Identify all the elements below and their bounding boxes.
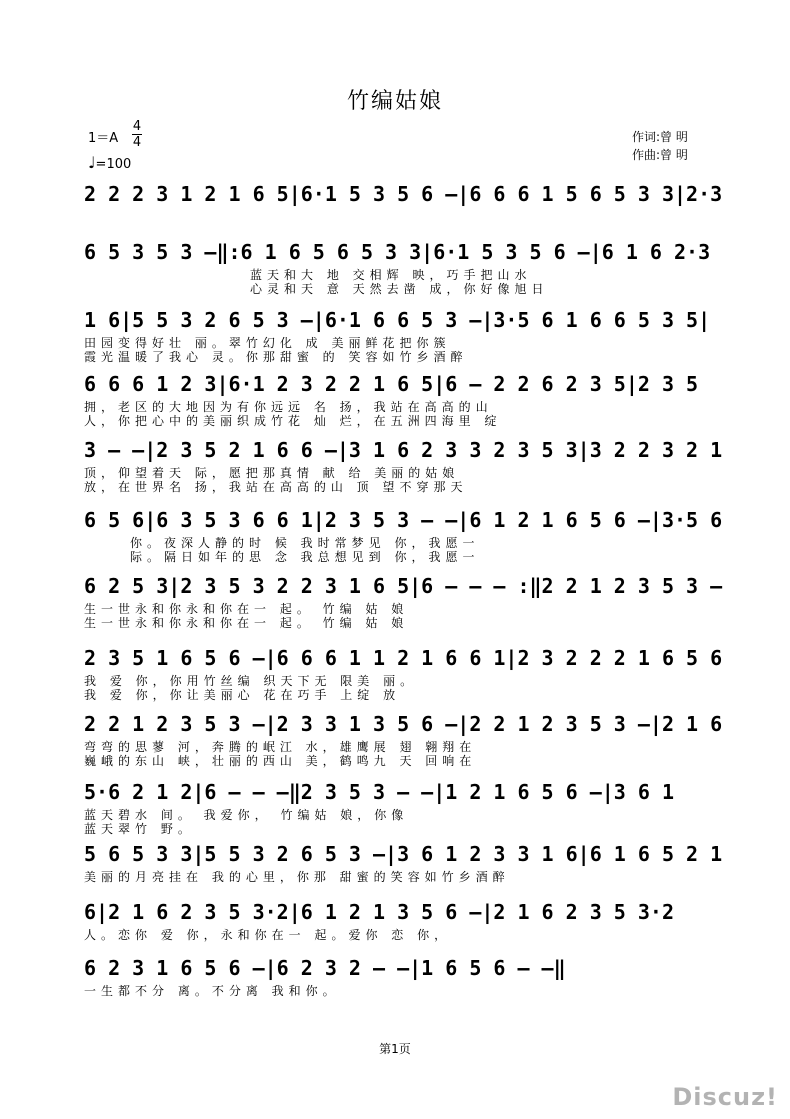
notation-line: 6 6 6 1 2 3|6·1 2 3 2 2 1 6 5|6 – 2 2 6 2 3 5|2 3 5 xyxy=(84,372,699,396)
notation-line: 2 2 2 3 1 2 1 6 5|6·1 5 3 5 6 –|6 6 6 1 5 6 5 3 3|2·3 xyxy=(84,182,723,206)
key-signature: 1＝A xyxy=(88,131,119,146)
lyrics-verse-2: 人，你把心中的美丽织成竹花 灿 烂，在五洲四海里 绽 xyxy=(84,414,502,428)
lyrics-verse-1: 美丽的月亮挂在 我的心里，你那 甜蜜的笑容如竹乡酒醉 xyxy=(84,870,510,884)
lyrics-verse-1: 田园变得好壮 丽。翠竹幻化 成 美丽鲜花把你簇 xyxy=(84,336,451,350)
lyrics-verse-2: 心灵和天 意 天然去凿 成，你好像旭日 xyxy=(250,282,549,296)
lyrics-verse-2: 蓝天翠竹 野。 xyxy=(84,822,195,836)
notation-line: 6 5 6|6 3 5 3 6 6 1|2 3 5 3 – –|6 1 2 1 6 5 6 –|3·5 6 xyxy=(84,508,723,532)
score-system-5 xyxy=(84,436,724,508)
composer: 作曲:曾 明 xyxy=(632,148,688,162)
score-system-6 xyxy=(84,506,724,578)
lyrics-verse-1: 你。夜深人静的时 候 我时常梦见 你，我愿一 xyxy=(130,536,480,550)
meter-top: 4 xyxy=(132,119,142,134)
lyrics-verse-2: 生一世永和你永和你在一 起。 竹编 姑 娘 xyxy=(84,616,409,630)
lyrics-verse-1: 人。恋你 爱 你，永和你在一 起。爱你 恋 你， xyxy=(84,928,452,942)
score-system-8 xyxy=(84,644,724,716)
song-title: 竹编姑娘 xyxy=(346,89,443,114)
notation-line: 5·6 2 1 2|6 – – –‖2 3 5 3 – –|1 2 1 6 5 6 –|3 6 1 xyxy=(84,780,675,804)
notation-line: 2 3 5 1 6 5 6 –|6 6 6 1 1 2 1 6 6 1|2 3 2 2 2 1 6 5 6 xyxy=(84,646,723,670)
lyrics-verse-1: 顶，仰望着天 际，愿把那真情 献 给 美丽的姑娘 xyxy=(84,466,460,480)
score-system-4 xyxy=(84,370,724,442)
notation-line: 3 – –|2 3 5 2 1 6 6 –|3 1 6 2 3 3 2 3 5 3|3 2 2 3 2 1 xyxy=(84,438,723,462)
time-signature xyxy=(132,119,142,150)
lyricist: 作词:曾 明 xyxy=(632,130,688,144)
lyrics-verse-1: 蓝天和大 地 交相辉 映，巧手把山水 xyxy=(250,268,532,282)
lyrics-verse-2: 霞光温暖了我心 灵。你那甜蜜 的 笑容如竹乡酒醉 xyxy=(84,350,468,364)
meter-bottom: 4 xyxy=(132,135,142,150)
lyrics-verse-1: 拥，老区的大地因为有你远远 名 扬，我站在高高的山 xyxy=(84,400,493,414)
notation-line: 1 6|5 5 3 2 6 5 3 –|6·1 6 6 5 3 –|3·5 6 1 6 6 5 3 5| xyxy=(84,308,711,332)
score-system-3 xyxy=(84,306,724,378)
lyrics-verse-1: 生一世永和你永和你在一 起。 竹编 姑 娘 xyxy=(84,602,409,616)
notation-line: 6|2 1 6 2 3 5 3·2|6 1 2 1 3 5 6 –|2 1 6 2 3 5 3·2 xyxy=(84,900,675,924)
lyrics-verse-2: 巍峨的东山 峡，壮丽的西山 美，鹤鸣九 天 回响在 xyxy=(84,754,477,768)
score-system-2 xyxy=(84,238,724,310)
score-system-7 xyxy=(84,572,724,644)
tempo-value: =100 xyxy=(95,157,132,172)
credits xyxy=(632,128,688,164)
notation-line: 5 6 5 3 3|5 5 3 2 6 5 3 –|3 6 1 2 3 3 1 6|6 1 6 5 2 1 xyxy=(84,842,723,866)
lyrics-verse-1: 弯弯的思蓼 河，奔腾的岷江 水，雄鹰展 翅 翱翔在 xyxy=(84,740,477,754)
notation-line: 6 5 3 5 3 –‖:6 1 6 5 6 5 3 3|6·1 5 3 5 6 –|6 1 6 2·3 xyxy=(84,240,711,264)
notation-line: 2 2 1 2 3 5 3 –|2 3 3 1 3 5 6 –|2 2 1 2 3 5 3 –|2 1 6 xyxy=(84,712,723,736)
lyrics-verse-1: 一生都不分 离。不分离 我和你。 xyxy=(84,984,340,998)
quarter-note-icon: ♩ xyxy=(88,153,96,172)
lyrics-verse-1: 我 爱 你，你用竹丝编 织天下无 限美 丽。 xyxy=(84,674,418,688)
lyrics-verse-1: 蓝天碧水 间。 我爱你， 竹编姑 娘，你像 xyxy=(84,808,409,822)
score-system-13 xyxy=(84,954,574,1026)
lyrics-verse-2: 我 爱 你，你让美丽心 花在巧手 上绽 放 xyxy=(84,688,401,702)
notation-line: 6 2 5 3|2 3 5 3 2 2 3 1 6 5|6 – – – :‖2 2 1 2 3 5 3 – xyxy=(84,574,723,598)
lyrics-verse-2: 际。隔日如年的思 念 我总想见到 你，我愿一 xyxy=(130,550,480,564)
tempo-marking xyxy=(88,153,131,172)
page-number: 第1页 xyxy=(379,1042,411,1056)
score-system-9 xyxy=(84,710,724,782)
notation-line: 6 2 3 1 6 5 6 –|6 2 3 2 – –|1 6 5 6 – –‖ xyxy=(84,956,566,980)
watermark-logo: Discuz! xyxy=(672,1083,778,1111)
lyrics-verse-2: 放，在世界名 扬，我站在高高的山 顶 望不穿那天 xyxy=(84,480,468,494)
